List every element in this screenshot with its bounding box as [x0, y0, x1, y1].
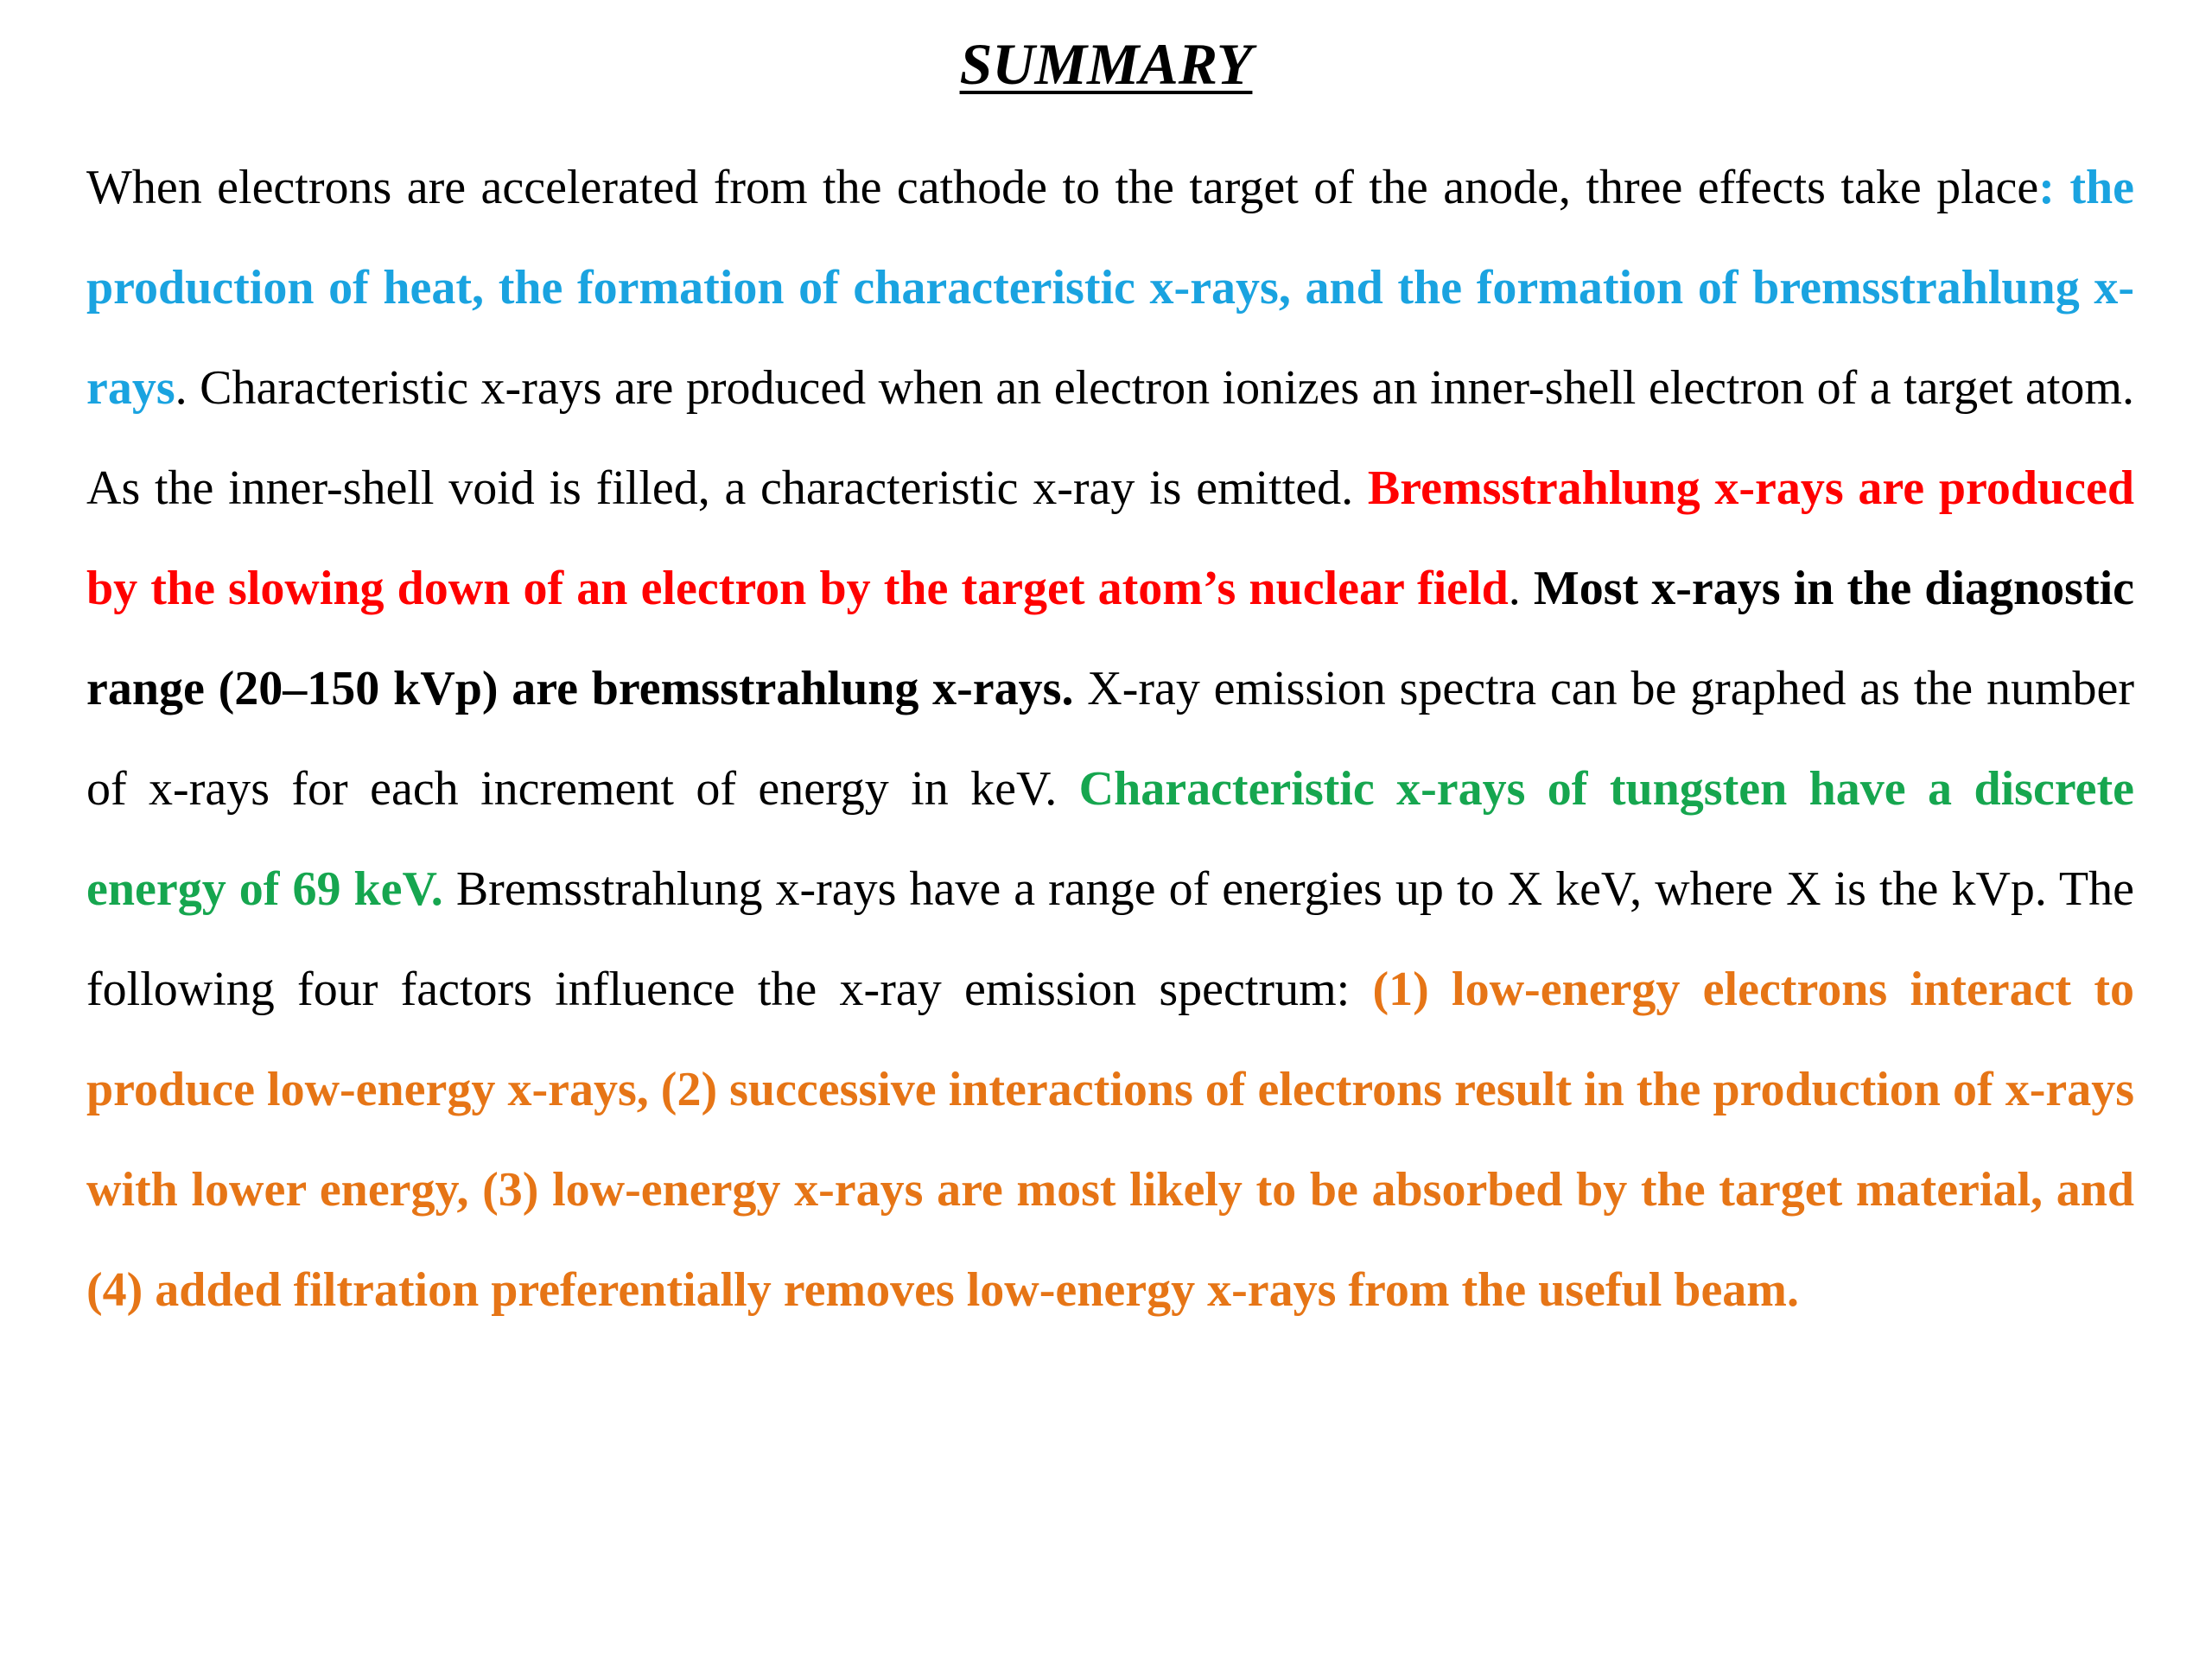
summary-text-characteristic: . Characteristic x-rays are produced when an electron ionizes an inner-shell electron of a target atom. As the inner-shell void is filled, a characteristic x-ray is emitted. — [86, 361, 2134, 515]
summary-highlight-tungsten: Characteristic x-rays of tungsten have a discrete energy of 69 keV. — [86, 762, 2134, 916]
summary-text-intro: When electrons are accelerated from the cathode to the target of the anode, three effects take place — [86, 161, 2039, 214]
summary-text-factors: Bremsstrahlung x-rays have a range of energies up to X keV, where X is the kVp. The following four factors influence the x-ray emission spectrum: — [86, 862, 2134, 1016]
summary-text-separator: . — [1508, 562, 1534, 615]
summary-highlight-factor-list: (1) low-energy electrons interact to produce low-energy x-rays, (2) successive interactions of electrons result in the production of x-rays with lower energy, (3) low-energy x-rays are most likely to be absorbed by the target material, and (4) added filtration preferentially removes low-energy x-rays from the useful beam. — [86, 963, 2134, 1317]
summary-paragraph — [86, 137, 2134, 1340]
summary-text-spectra: X-ray emission spectra can be graphed as the number of x-rays for each increment of energy in keV. — [86, 662, 2135, 816]
summary-highlight-effects: : the production of heat, the formation of characteristic x-rays, and the formation of bremsstrahlung x-rays — [86, 161, 2134, 415]
page-title: SUMMARY — [959, 31, 1253, 97]
summary-highlight-bremsstrahlung: Bremsstrahlung x-rays are produced by the slowing down of an electron by the target atom’s nuclear field — [86, 461, 2134, 615]
summary-highlight-diagnostic-range: Most x-rays in the diagnostic range (20–150 kVp) are bremsstrahlung x-rays. — [86, 562, 2135, 715]
